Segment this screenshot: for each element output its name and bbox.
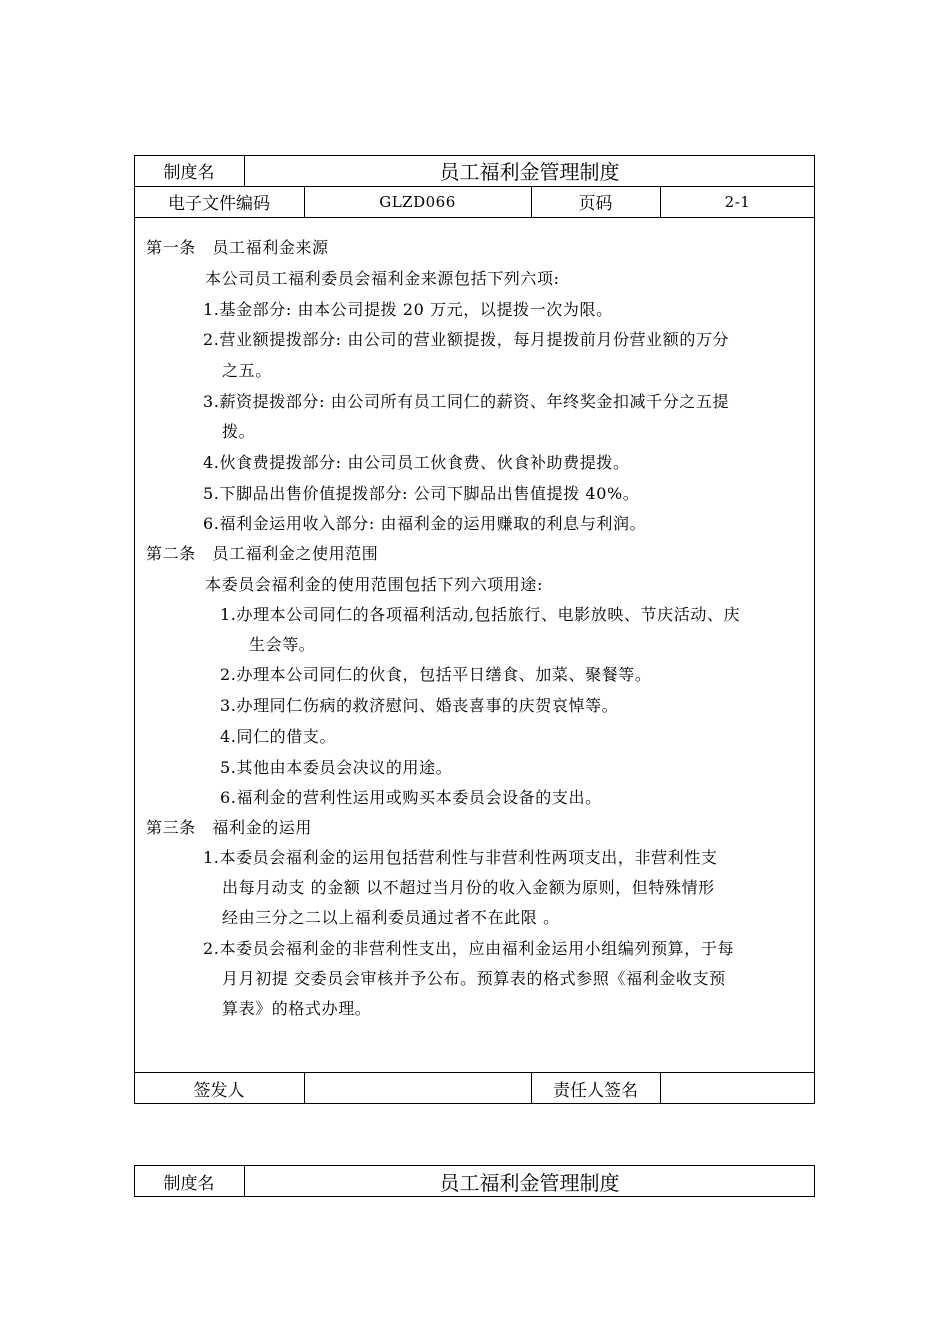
- body-text: 本委员会福利金的使用范围包括下列六项用途:: [205, 575, 543, 594]
- issuer-signature-field[interactable]: [304, 1072, 531, 1104]
- policy-name-label: 制度名: [163, 1173, 215, 1194]
- list-item: 3.办理同仁伤病的救济慰问、婚丧喜事的庆贺哀悼等。: [220, 696, 619, 715]
- file-code-label: 电子文件编码: [168, 194, 270, 214]
- page-value: 2-1: [724, 192, 751, 211]
- list-item: 6.福利金的营利性运用或购买本委员会设备的支出。: [220, 788, 602, 807]
- policy-name-label: 制度名: [163, 163, 215, 183]
- list-item-continuation: 生会等。: [249, 635, 316, 654]
- policy-title: 员工福利金管理制度: [439, 160, 620, 184]
- list-item: 2.营业额提拨部分: 由公司的营业额提拨，每月提拨前月份营业额的万分: [203, 330, 730, 349]
- list-item: 4.伙食费提拨部分: 由公司员工伙食费、伙食补助费提拨。: [203, 453, 630, 472]
- article-heading: 第二条 员工福利金之使用范围: [146, 544, 379, 563]
- list-item-continuation: 出每月动支 的金额 以不超过当月份的收入金额为原则，但特殊情形: [222, 878, 715, 897]
- article-heading: 第三条 福利金的运用: [146, 818, 313, 837]
- article-heading: 第一条 员工福利金来源: [146, 238, 329, 257]
- list-item: 2.办理本公司同仁的伙食，包括平日缮食、加菜、聚餐等。: [220, 665, 652, 684]
- list-item: 5.其他由本委员会决议的用途。: [220, 758, 453, 777]
- list-item: 6.福利金运用收入部分: 由福利金的运用赚取的利息与利润。: [203, 514, 647, 533]
- list-item: 1.本委员会福利金的运用包括营利性与非营利性两项支出，非营利性支: [203, 848, 718, 867]
- list-item-continuation: 算表》的格式办理。: [222, 999, 372, 1018]
- issuer-label: 签发人: [193, 1080, 245, 1101]
- list-item: 3.薪资提拨部分: 由公司所有员工同仁的薪资、年终奖金扣减千分之五提: [203, 392, 730, 411]
- list-item-continuation: 月月初提 交委员会审核并予公布。预算表的格式参照《福利金收支预: [222, 969, 726, 988]
- table-divider: [134, 217, 815, 218]
- page-label: 页码: [578, 194, 613, 214]
- signer-signature-field[interactable]: [660, 1072, 815, 1104]
- list-item: 1.基金部分: 由本公司提拨 20 万元，以提拨一次为限。: [203, 300, 613, 319]
- list-item: 2.本委员会福利金的非营利性支出，应由福利金运用小组编列预算，于每: [203, 939, 735, 958]
- policy-table: [134, 155, 815, 1104]
- body-text: 本公司员工福利委员会福利金来源包括下列六项:: [205, 269, 560, 288]
- list-item: 4.同仁的借支。: [220, 727, 337, 746]
- list-item: 5.下脚品出售价值提拨部分: 公司下脚品出售值提拨 40%。: [203, 484, 640, 503]
- file-code-value: GLZD066: [379, 192, 456, 211]
- list-item-continuation: 经由三分之二以上福利委员通过者不在此限 。: [222, 908, 560, 927]
- list-item-continuation: 拨。: [222, 422, 256, 441]
- list-item-continuation: 之五。: [222, 361, 272, 380]
- policy-title: 员工福利金管理制度: [439, 1170, 620, 1195]
- list-item: 1.办理本公司同仁的各项福利活动,包括旅行、电影放映、节庆活动、庆: [220, 605, 741, 624]
- signer-label: 责任人签名: [553, 1080, 638, 1101]
